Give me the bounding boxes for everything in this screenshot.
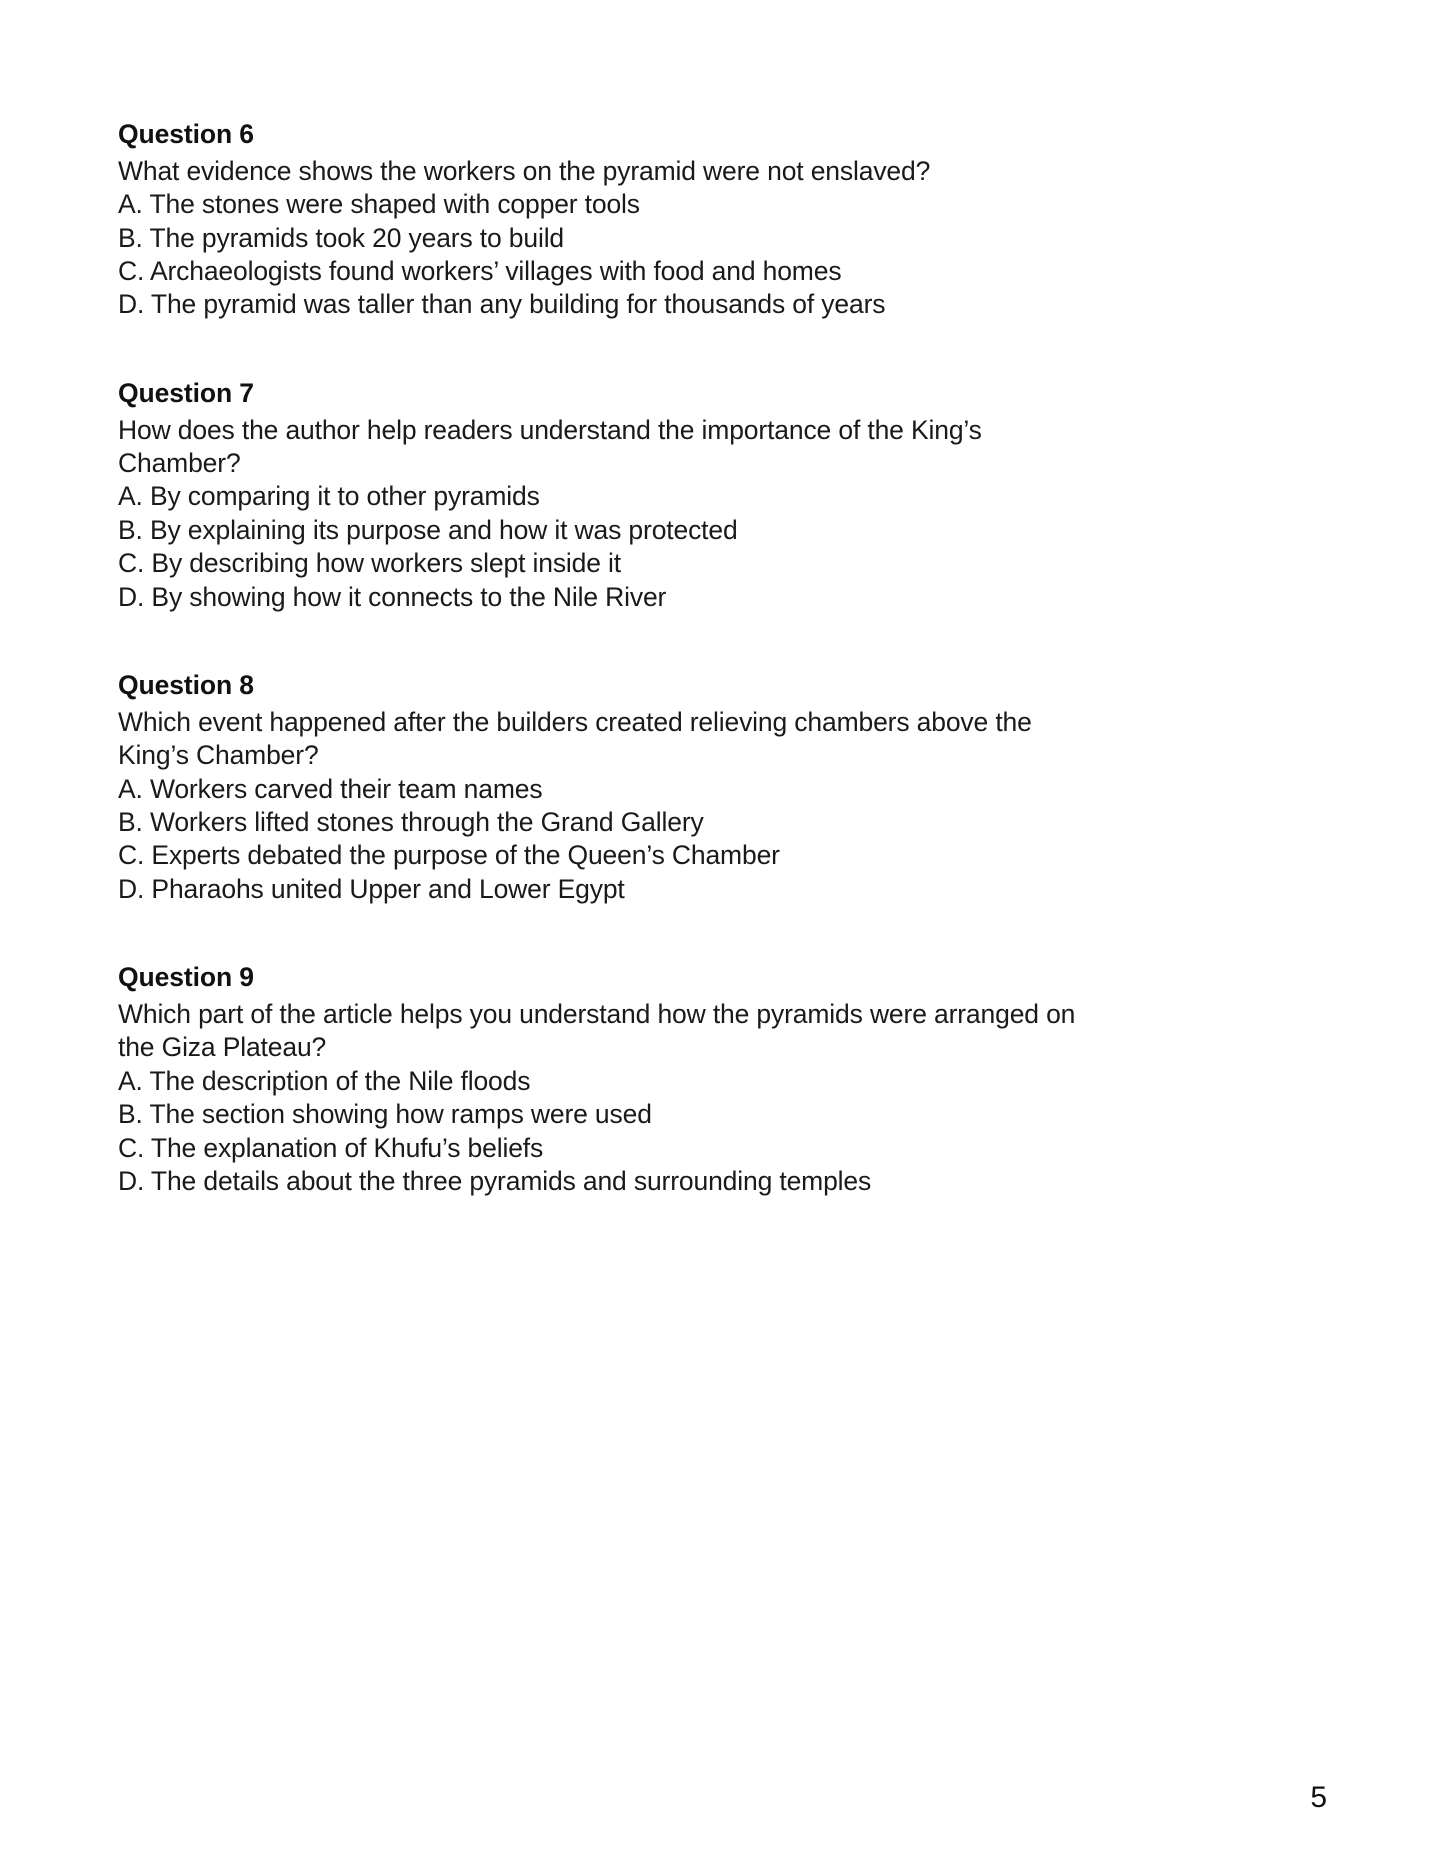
page-number: 5 <box>1310 1781 1327 1814</box>
question-option-d[interactable]: D. The details about the three pyramids and surrounding temples <box>118 1165 872 1196</box>
question-option-a[interactable]: A. The stones were shaped with copper tools <box>118 189 640 220</box>
question-stem: What evidence shows the workers on the pyramid were not enslaved? <box>118 155 931 186</box>
question-heading: Question 7 <box>118 377 254 408</box>
question-stem: Which part of the article helps you understand how the pyramids were arranged on the Giza Plateau? <box>118 999 1076 1063</box>
question-option-d[interactable]: D. The pyramid was taller than any building for thousands of years <box>118 289 886 320</box>
question-block-8 <box>118 669 1118 906</box>
question-stem: Which event happened after the builders created relieving chambers above the King’s Chamber? <box>118 706 1032 771</box>
question-option-c[interactable]: C. By describing how workers slept inside it <box>118 548 621 579</box>
question-block-9 <box>118 961 1118 1198</box>
question-heading: Question 8 <box>118 669 254 700</box>
question-option-a[interactable]: A. By comparing it to other pyramids <box>118 481 540 512</box>
question-option-c[interactable]: C. The explanation of Khufu’s beliefs <box>118 1132 544 1163</box>
question-option-b[interactable]: B. By explaining its purpose and how it was protected <box>118 514 738 545</box>
question-option-c[interactable]: C. Archaeologists found workers’ villages with food and homes <box>118 256 842 287</box>
question-option-b[interactable]: B. The section showing how ramps were used <box>118 1099 652 1130</box>
question-block-6 <box>118 118 1118 322</box>
question-option-c[interactable]: C. Experts debated the purpose of the Queen’s Chamber <box>118 840 780 871</box>
question-option-a[interactable]: A. The description of the Nile floods <box>118 1065 531 1096</box>
question-list <box>118 118 1118 1198</box>
question-option-d[interactable]: D. Pharaohs united Upper and Lower Egypt <box>118 873 625 904</box>
question-option-b[interactable]: B. Workers lifted stones through the Grand Gallery <box>118 806 704 837</box>
question-block-7 <box>118 377 1118 614</box>
question-option-a[interactable]: A. Workers carved their team names <box>118 773 543 804</box>
question-heading: Question 9 <box>118 962 254 993</box>
question-heading: Question 6 <box>118 119 254 149</box>
question-option-b[interactable]: B. The pyramids took 20 years to build <box>118 222 565 253</box>
question-option-d[interactable]: D. By showing how it connects to the Nile River <box>118 581 667 612</box>
question-stem: How does the author help readers understand the importance of the King’s Chamber? <box>118 414 982 479</box>
